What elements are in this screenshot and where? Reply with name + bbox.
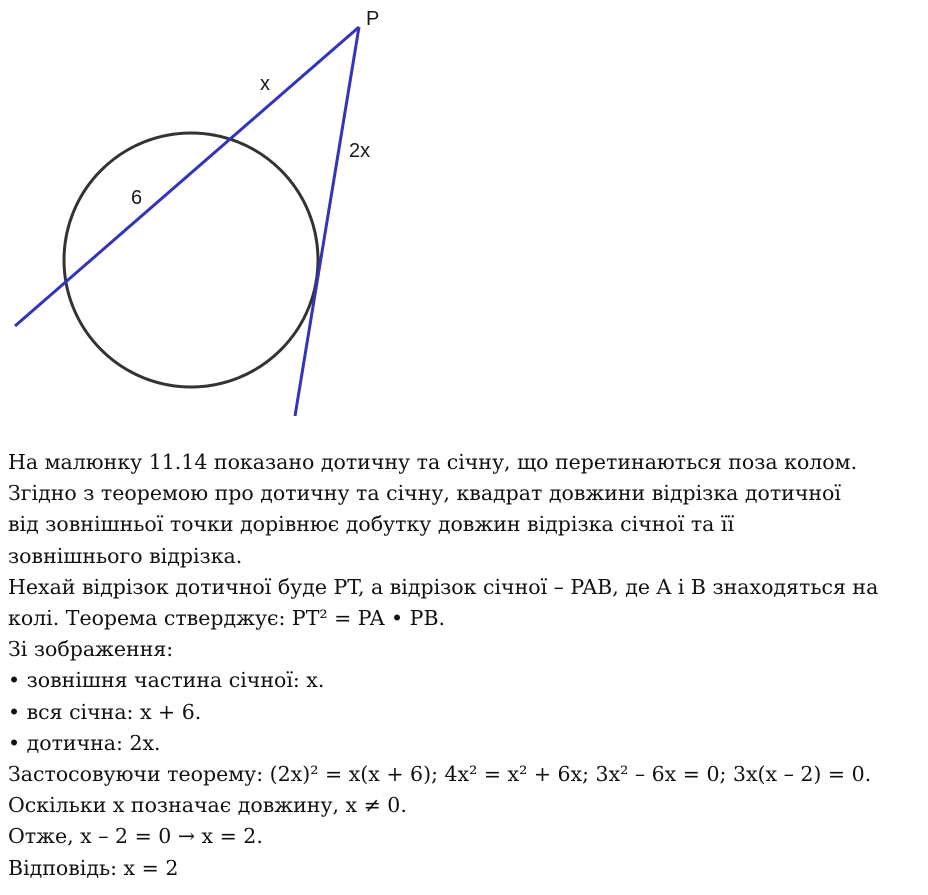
text-line: Оскільки x позначає довжину, x ≠ 0. [8, 793, 407, 818]
geometry-figure [0, 0, 928, 440]
text-line: від зовнішньої точки дорівнює добутку довжин відрізка січної та її [8, 512, 735, 537]
text-line: Згідно з теоремою про дотичну та січну, квадрат довжини відрізка дотичної [8, 481, 841, 506]
text-line: колі. Теорема стверджує: PT² = PA • PB. [8, 606, 446, 631]
tangent-segment-label: 2x [349, 140, 371, 162]
answer-line: Відповідь: x = 2 [8, 855, 179, 880]
bullet-item: • зовнішня частина січної: x. [8, 668, 325, 693]
bullet-item: • вся січна: x + 6. [8, 699, 202, 724]
secant-line [15, 27, 359, 326]
tangent-line [295, 27, 359, 416]
solution-text [8, 447, 923, 884]
text-line: На малюнку 11.14 показано дотичну та січну, що перетинаються поза колом. [8, 450, 858, 474]
bullet-item: • дотична: 2x. [8, 730, 161, 755]
external-segment-label: x [260, 73, 270, 95]
chord-segment-label: 6 [131, 187, 143, 209]
text-line: Нехай відрізок дотичної буде PT, а відрізок січної – PAB, де A і B знаходяться на [8, 574, 879, 599]
text-line: Застосовуючи теорему: (2x)² = x(x + 6); 4x² = x² + 6x; 3x² – 6x = 0; 3x(x – 2) = 0. [8, 762, 872, 787]
text-line: Зі зображення: [8, 637, 174, 662]
text-line: Отже, x – 2 = 0 → x = 2. [8, 824, 263, 849]
text-line: зовнішнього відрізка. [8, 543, 243, 568]
point-p-label: P [366, 8, 380, 30]
